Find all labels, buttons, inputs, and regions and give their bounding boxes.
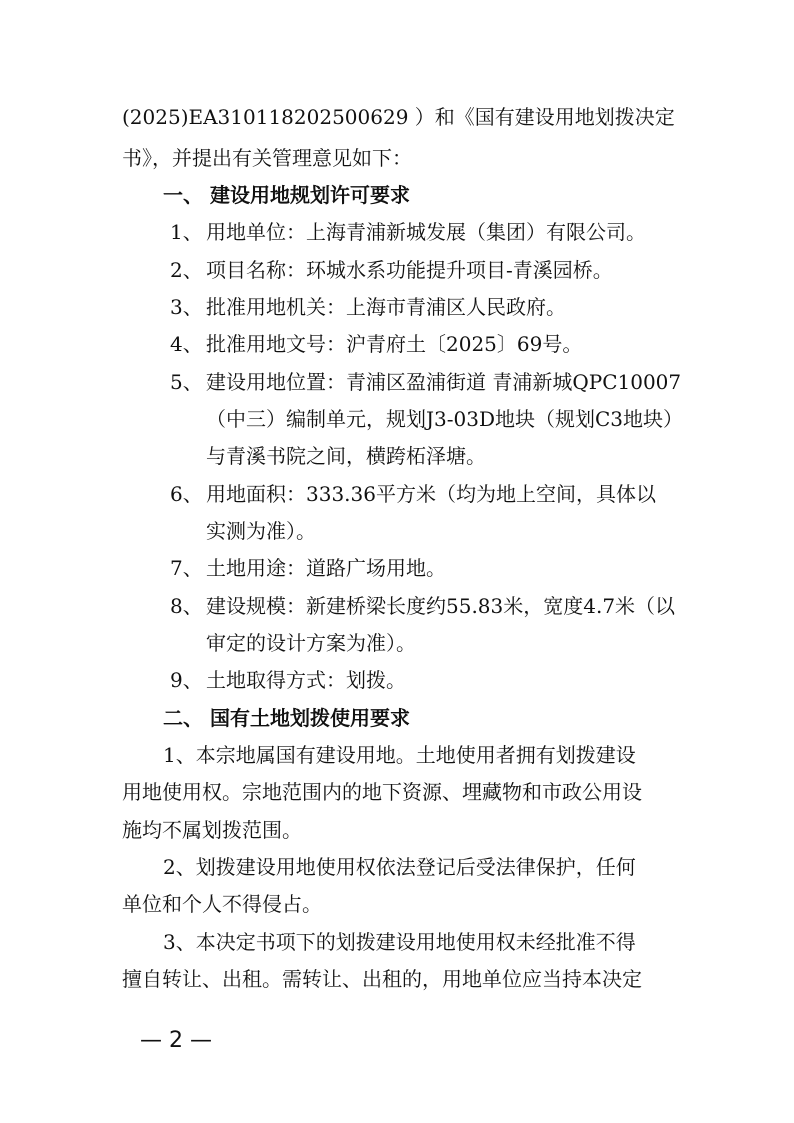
paragraph-line: 2、划拨建设用地使用权依法登记后受法律保护，任何 [163, 855, 636, 879]
item-text-continuation: 审定的设计方案为准）。 [206, 631, 416, 655]
item-text: 批准用地机关：上海市青浦区人民政府。 [206, 295, 566, 319]
item-number: 4、 [170, 332, 203, 356]
item-number: 8、 [170, 594, 203, 618]
item-number: 7、 [170, 556, 203, 580]
item-text-continuation: （中三）编制单元，规划J3-03D地块（规划C3地块） [206, 407, 684, 431]
paragraph-line: 单位和个人不得侵占。 [122, 892, 322, 916]
intro-line-1: (2025)EA310118202500629 ）和《国有建设用地划拨决定 [122, 105, 675, 129]
item-text: 建设规模：新建桥梁长度约55.83米，宽度4.7米（以 [206, 594, 676, 618]
item-text: 建设用地位置：青浦区盈浦街道 青浦新城QPC10007 [206, 370, 682, 394]
section-2-heading: 二、 国有土地划拨使用要求 [163, 706, 410, 730]
item-text: 用地单位：上海青浦新城发展（集团）有限公司。 [206, 220, 646, 244]
item-text-continuation: 实测为准）。 [206, 519, 316, 543]
item-number: 3、 [170, 295, 203, 319]
paragraph-line: 3、本决定书项下的划拨建设用地使用权未经批准不得 [163, 930, 636, 954]
page-number: — 2 — [140, 1028, 212, 1053]
paragraph-line: 擅自转让、出租。需转让、出租的，用地单位应当持本决定 [122, 967, 642, 991]
item-text: 批准用地文号：沪青府土〔2025〕69号。 [206, 332, 583, 356]
paragraph-line: 1、本宗地属国有建设用地。土地使用者拥有划拨建设 [163, 743, 636, 767]
intro-line-2: 书》，并提出有关管理意见如下： [122, 146, 412, 170]
item-text: 土地用途：道路广场用地。 [206, 556, 446, 580]
item-text: 土地取得方式：划拨。 [206, 668, 406, 692]
item-text: 项目名称：环城水系功能提升项目-青溪园桥。 [206, 258, 613, 282]
item-text: 用地面积：333.36平方米（均为地上空间，具体以 [206, 482, 656, 506]
item-number: 6、 [170, 482, 203, 506]
paragraph-line: 施均不属划拨范围。 [122, 818, 302, 842]
item-number: 9、 [170, 668, 203, 692]
paragraph-line: 用地使用权。宗地范围内的地下资源、埋藏物和市政公用设 [122, 780, 642, 804]
section-1-heading: 一、 建设用地规划许可要求 [163, 183, 410, 207]
item-text-continuation: 与青溪书院之间，横跨柘泽塘。 [206, 444, 486, 468]
item-number: 2、 [170, 258, 203, 282]
item-number: 5、 [170, 370, 203, 394]
item-number: 1、 [170, 220, 203, 244]
